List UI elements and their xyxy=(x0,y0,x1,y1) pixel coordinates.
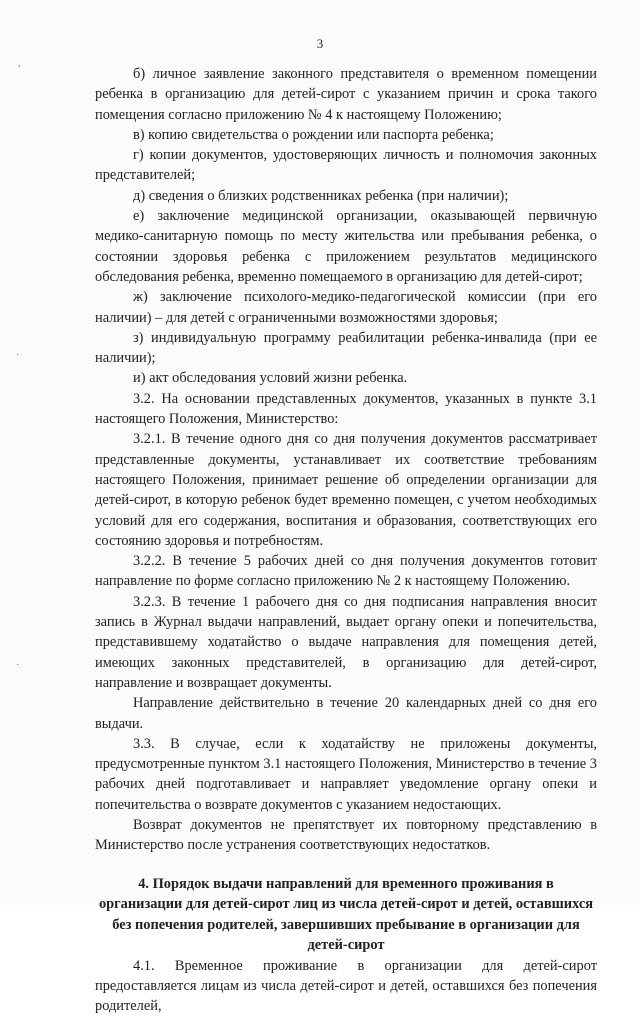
scan-mark: · xyxy=(16,350,20,361)
paragraph-3-3: 3.3. В случае, если к ходатайству не приложены документы, предусмотренные пунктом 3.1 настоящего Положения, Министерство в течение 3 рабочих дней подготавливает и направляет уведомление органу опеки и попечительства о возврате документов с указанием недостающих. xyxy=(95,735,597,813)
paragraph-3-2-1: 3.2.1. В течение одного дня со дня получения документов рассматривает представленные документы, устанавливает их соответствие требованиям настоящего Положения, принимает решение об определении организации для детей-сирот, в которую ребенок будет временно помещен, с учетом необходимых условий для его содержания, воспитания и образования, соответствующих его состоянию здоровья и потребностям. xyxy=(95,431,597,549)
paragraph-zh: ж) заключение психолого-медико-педагогической комиссии (при его наличии) – для детей с ограниченными возможностями здоровья; xyxy=(95,289,597,326)
paragraph-z: з) индивидуальную программу реабилитации ребенка-инвалида (при ее наличии); xyxy=(95,329,597,367)
paragraph-4-1: 4.1. Временное проживание в организации для детей-сирот предоставляется лицам из числа детей-сирот и детей, оставшихся без попечения родителей, xyxy=(95,957,597,1015)
paragraph-3-2-3: 3.2.3. В течение 1 рабочего дня со дня подписания направления вносит запись в Журнал выдачи направлений, выдает органу опеки и попечительства, представившему ходатайство о выдаче направления для помещения детей, имеющих законных представителей, в организацию для детей-сирот, направление и возвращает документы. xyxy=(95,593,597,691)
paragraph-3-2: 3.2. На основании представленных документов, указанных в пункте 3.1 настоящего Положения, Министерство: xyxy=(95,390,597,428)
paragraph-return: Возврат документов не препятствует их повторному представлению в Министерство после устранения соответствующих недостатков. xyxy=(95,816,597,854)
section-heading: 4. Порядок выдачи направлений для временного проживания в организации для детей-сирот лиц из числа детей-сирот и детей, оставшихся без попечения родителей, завершивших пребывание в организации для детей-сирот xyxy=(98,875,594,954)
paragraph-b: б) личное заявление законного представителя о временном помещении ребенка в организацию для детей-сирот с указанием причин и срока такого помещения согласно приложению № 4 к настоящему Положению; xyxy=(95,66,597,123)
page-number: 3 xyxy=(316,36,324,51)
paragraph-g: г) копии документов, удостоверяющих личность и полномочия законных представителей; xyxy=(95,147,597,184)
document-body xyxy=(95,64,597,1016)
paragraph-d: д) сведения о близких родственниках ребенка (при наличии); xyxy=(133,187,509,204)
paragraph-e: е) заключение медицинской организации, оказывающей первичную медико-санитарную помощь по месту жительства или пребывания ребенка, о состоянии здоровья ребенка с приложением результатов медицинского обследования ребенка, временно помещаемого в организацию для детей-сирот; xyxy=(95,208,597,285)
paragraph-v: в) копию свидетельства о рождении или паспорта ребенка; xyxy=(133,126,494,143)
paragraph-validity: Направление действительно в течение 20 календарных дней со дня его выдачи. xyxy=(95,695,597,732)
paragraph-3-2-2: 3.2.2. В течение 5 рабочих дней со дня получения документов готовит направление по форме согласно приложению № 2 к настоящему Положению. xyxy=(95,553,597,590)
scan-mark: , xyxy=(18,58,21,69)
paragraph-i: и) акт обследования условий жизни ребенка. xyxy=(133,370,408,387)
scan-mark: · xyxy=(16,660,20,671)
